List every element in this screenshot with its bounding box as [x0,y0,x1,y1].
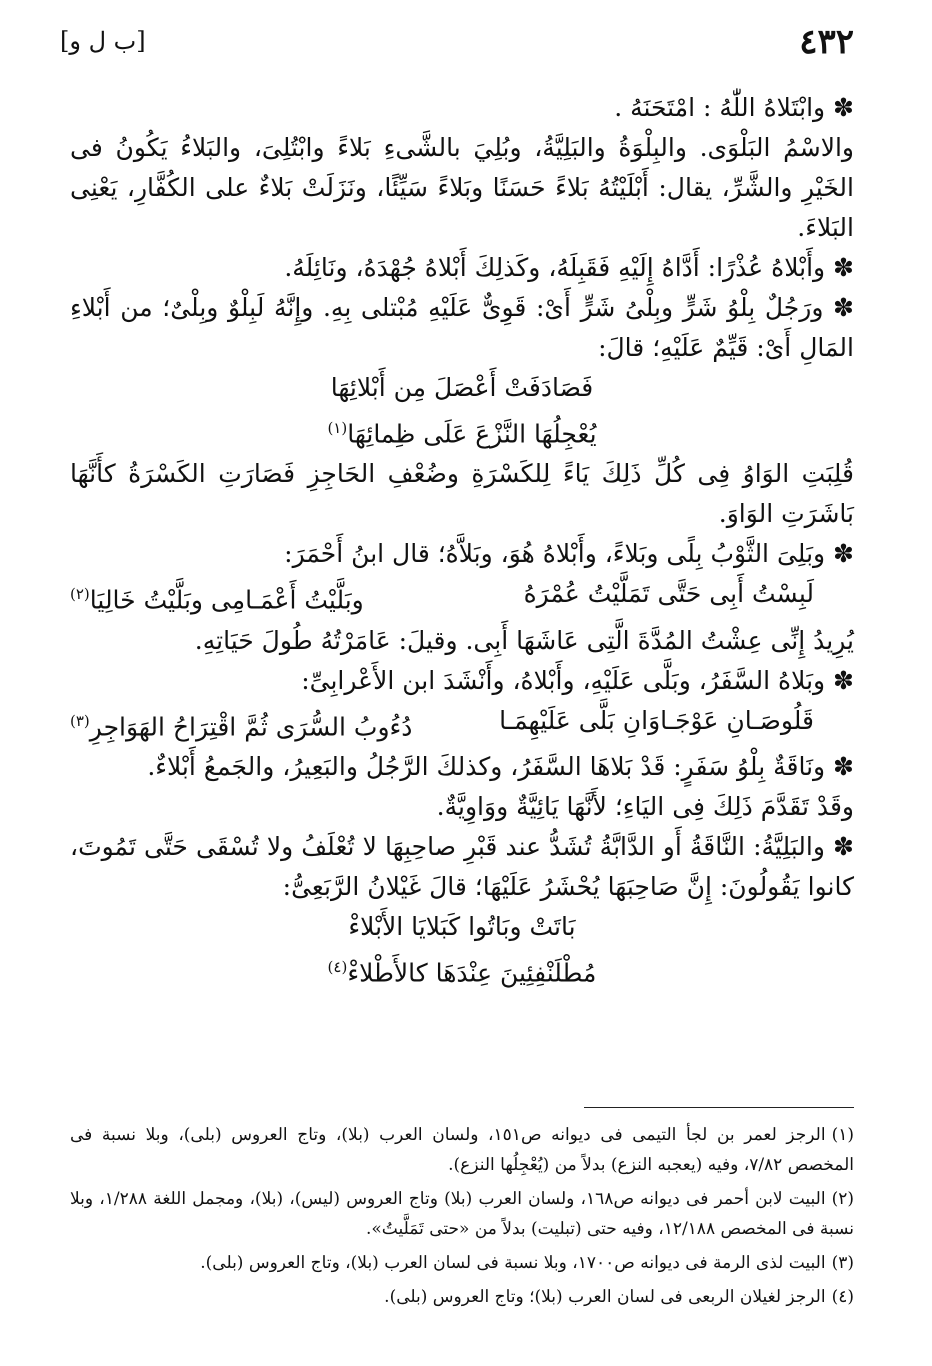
footnote-text: الرجز لغيلان الربعى فى لسان العرب (بلا)؛ وتاج العروس (بلى). [384,1287,826,1307]
footnote [70,1120,854,1180]
verse-line [70,368,854,408]
root-label: [ب ل و] [60,27,146,55]
paragraph: ✽ وبَلِىَ الثَّوْبُ بِلًى وبَلاءً، وأَبْلاهُ هُوَ، وبَلاَّهُ؛ قال ابنُ أَحْمَرَ: [284,539,854,569]
paragraph: يُرِيدُ إِنِّى عِشْتُ المُدَّةَ الَّتِى عَاشَهَا أَبِى. وقيلَ: عَامَرْتُهُ طُولَ حَيَاتِهِ. [194,625,854,655]
verse-text: دُءُوبُ السُّرَى ثُمَّ اقْتِرَاحُ الهَوَاجِرِ [89,711,413,741]
paragraph: والاسْمُ البَلْوَى. والبِلْوَةُ والبَلِيَّةُ، وبُلِيَ بالشَّىءِ بَلاءً وابْتُلِىَ، والبَلاءُ يَكُونُ فى الخَيْرِ والشَّرِّ، يقال: أَبْلَيْتُهُ بَلاءً حَسَنًا وبَلاءً سَيِّئًا، ونَزَلَتْ بَلاءٌ على الكُفَّارِ، يَعْنِى البَلاءَ. [70,133,854,242]
footnote-ref: (٢) [70,585,90,604]
verse-text: بَاتَتْ وبَاتُوا كَبَلايَا الأَبْلاءْ [348,911,576,941]
verse-couplet [70,701,854,747]
paragraph: ✽ وابْتَلاهُ اللّٰهُ : امْتَحَنَهُ . [614,93,854,122]
verse-hemistich-second [70,574,364,620]
paragraph: قُلِبَتِ الوَاوُ فِى كُلِّ ذَلِكَ يَاءً لِلكَسْرَةِ وضُعْفِ الحَاجِزِ فَصَارَتِ الكَسْرَةُ كأَنَّهَا بَاشَرَتِ الوَاوَ. [70,459,854,529]
footnote-number: (٤) [831,1287,854,1307]
footnote-divider [584,1107,854,1108]
footnotes [70,1120,854,1316]
footnote-ref: (٣) [70,711,90,730]
footnote-ref: (١) [327,419,348,437]
footnote-ref: (٤) [327,957,348,976]
verse-text: مُطْلَنْفِئِينَ عِنْدَهَا كالأَطْلاءْ [347,958,597,988]
footnote [70,1282,854,1312]
page-number: ٤٣٢ [799,22,854,62]
paragraph: ✽ والبَلِيَّةُ: النَّاقَةُ أَو الدَّابَّةُ تُشَدُّ عند قَبْرِ صاحِبِهَا لا تُعْلَفُ ولا تُسْقَى حَتَّى تَمُوتَ، كانوا يَقُولُونَ: إِنَّ صَاحِبَهَا يُحْشَرُ عَلَيْهَا؛ قالَ غَيْلانُ الرَّبَعِىُّ: [70,831,854,901]
footnote-text: الرجز لعمر بن لجأ التيمى فى ديوانه ص١٥١، ولسان العرب (بلا)، وتاج العروس (بلى)، وبلا نسبة فى المخصص ٧/٨٢، وفيه (يعجبه النزع) بدلاً من (يُعْجِلُها النزع). [70,1125,854,1175]
verse-hemistich-first: لَبِسْتُ أَبِى حَتَّى تَمَلَّيْتُ عُمْرَهُ [523,579,814,609]
footnote-text: البيت لذى الرمة فى ديوانه ص١٧٠٠، وبلا نسبة فى لسان العرب (بلا)، وتاج العروس (بلى). [200,1253,826,1273]
verse-line [70,947,854,993]
main-text [70,88,854,993]
page-header [60,22,854,62]
footnote-number: (٣) [831,1253,854,1273]
verse-line [70,907,854,947]
footnote-text: البيت لابن أحمر فى ديوانه ص١٦٨، ولسان العرب (بلا) وتاج العروس (ليس)، (بلا)، ومجمل اللغة ١/٢٨٨، وبلا نسبة فى المخصص ١٢/١٨٨، وفيه حتى (تبليت) بدلاً من «حتى تَمَلَّيتُ». [70,1189,854,1239]
footnote [70,1184,854,1244]
verse-text: يُعْجِلُهَا النَّزْعَ عَلَى ظِمائِهَا [347,419,597,449]
paragraph: ✽ ونَاقَةٌ بِلْوُ سَفَرٍ: قَدْ بَلاهَا السَّفَرُ، وكذلكَ الرَّجُلُ والبَعِيرُ، والجَمعُ أَبْلاءٌ. [147,751,854,781]
paragraph: ✽ وبَلاهُ السَّفَرُ، وبَلَّى عَلَيْهِ، وأَبْلاهُ، وأَنْشَدَ ابن الأَعْرابِىِّ: [301,665,854,695]
footnote [70,1248,854,1278]
verse-couplet [70,574,854,620]
verse-line [70,408,854,454]
verse-text: فَصَادَفَتْ أَعْصَلَ مِن أَبْلائِهَا [330,373,594,402]
verse-text: وبَلَّيْتُ أَعْمَـامِى وبَلَّيْتُ خَالِيَا [89,585,364,615]
verse-hemistich-second [70,701,412,747]
verse-hemistich-first: قَلُوصَـانِ عَوْجَـاوَانِ بَلَّى عَلَيْهِمَـا [499,705,814,735]
footnote-number: (٢) [831,1189,854,1209]
paragraph: وقَدْ تَقَدَّمَ ذَلِكَ فِى اليَاءِ؛ لأَنَّهَا يَائِيَّةٌ ووَاوِيَّةٌ. [436,791,854,821]
paragraph: ✽ وأَبْلاهُ عُذْرًا: أَدَّاهُ إِلَيْهِ فَقَبِلَهُ، وكَذلِكَ أَبْلاهُ جُهْدَهُ، ونَائِلَهُ. [284,253,854,282]
paragraph: ✽ ورَجُلٌ بِلْوُ شَرٍّ وبِلْىُ شَرٍّ أَىْ: قَوِىٌّ عَلَيْهِ مُبْتلى بِهِ. وإِنَّهُ لَبِلْوٌ وبِلْىٌ؛ من أَبْلاءِ المَالِ أَىْ: قَيِّمٌ عَلَيْهِ؛ قالَ: [70,293,854,362]
footnote-number: (١) [831,1125,854,1145]
